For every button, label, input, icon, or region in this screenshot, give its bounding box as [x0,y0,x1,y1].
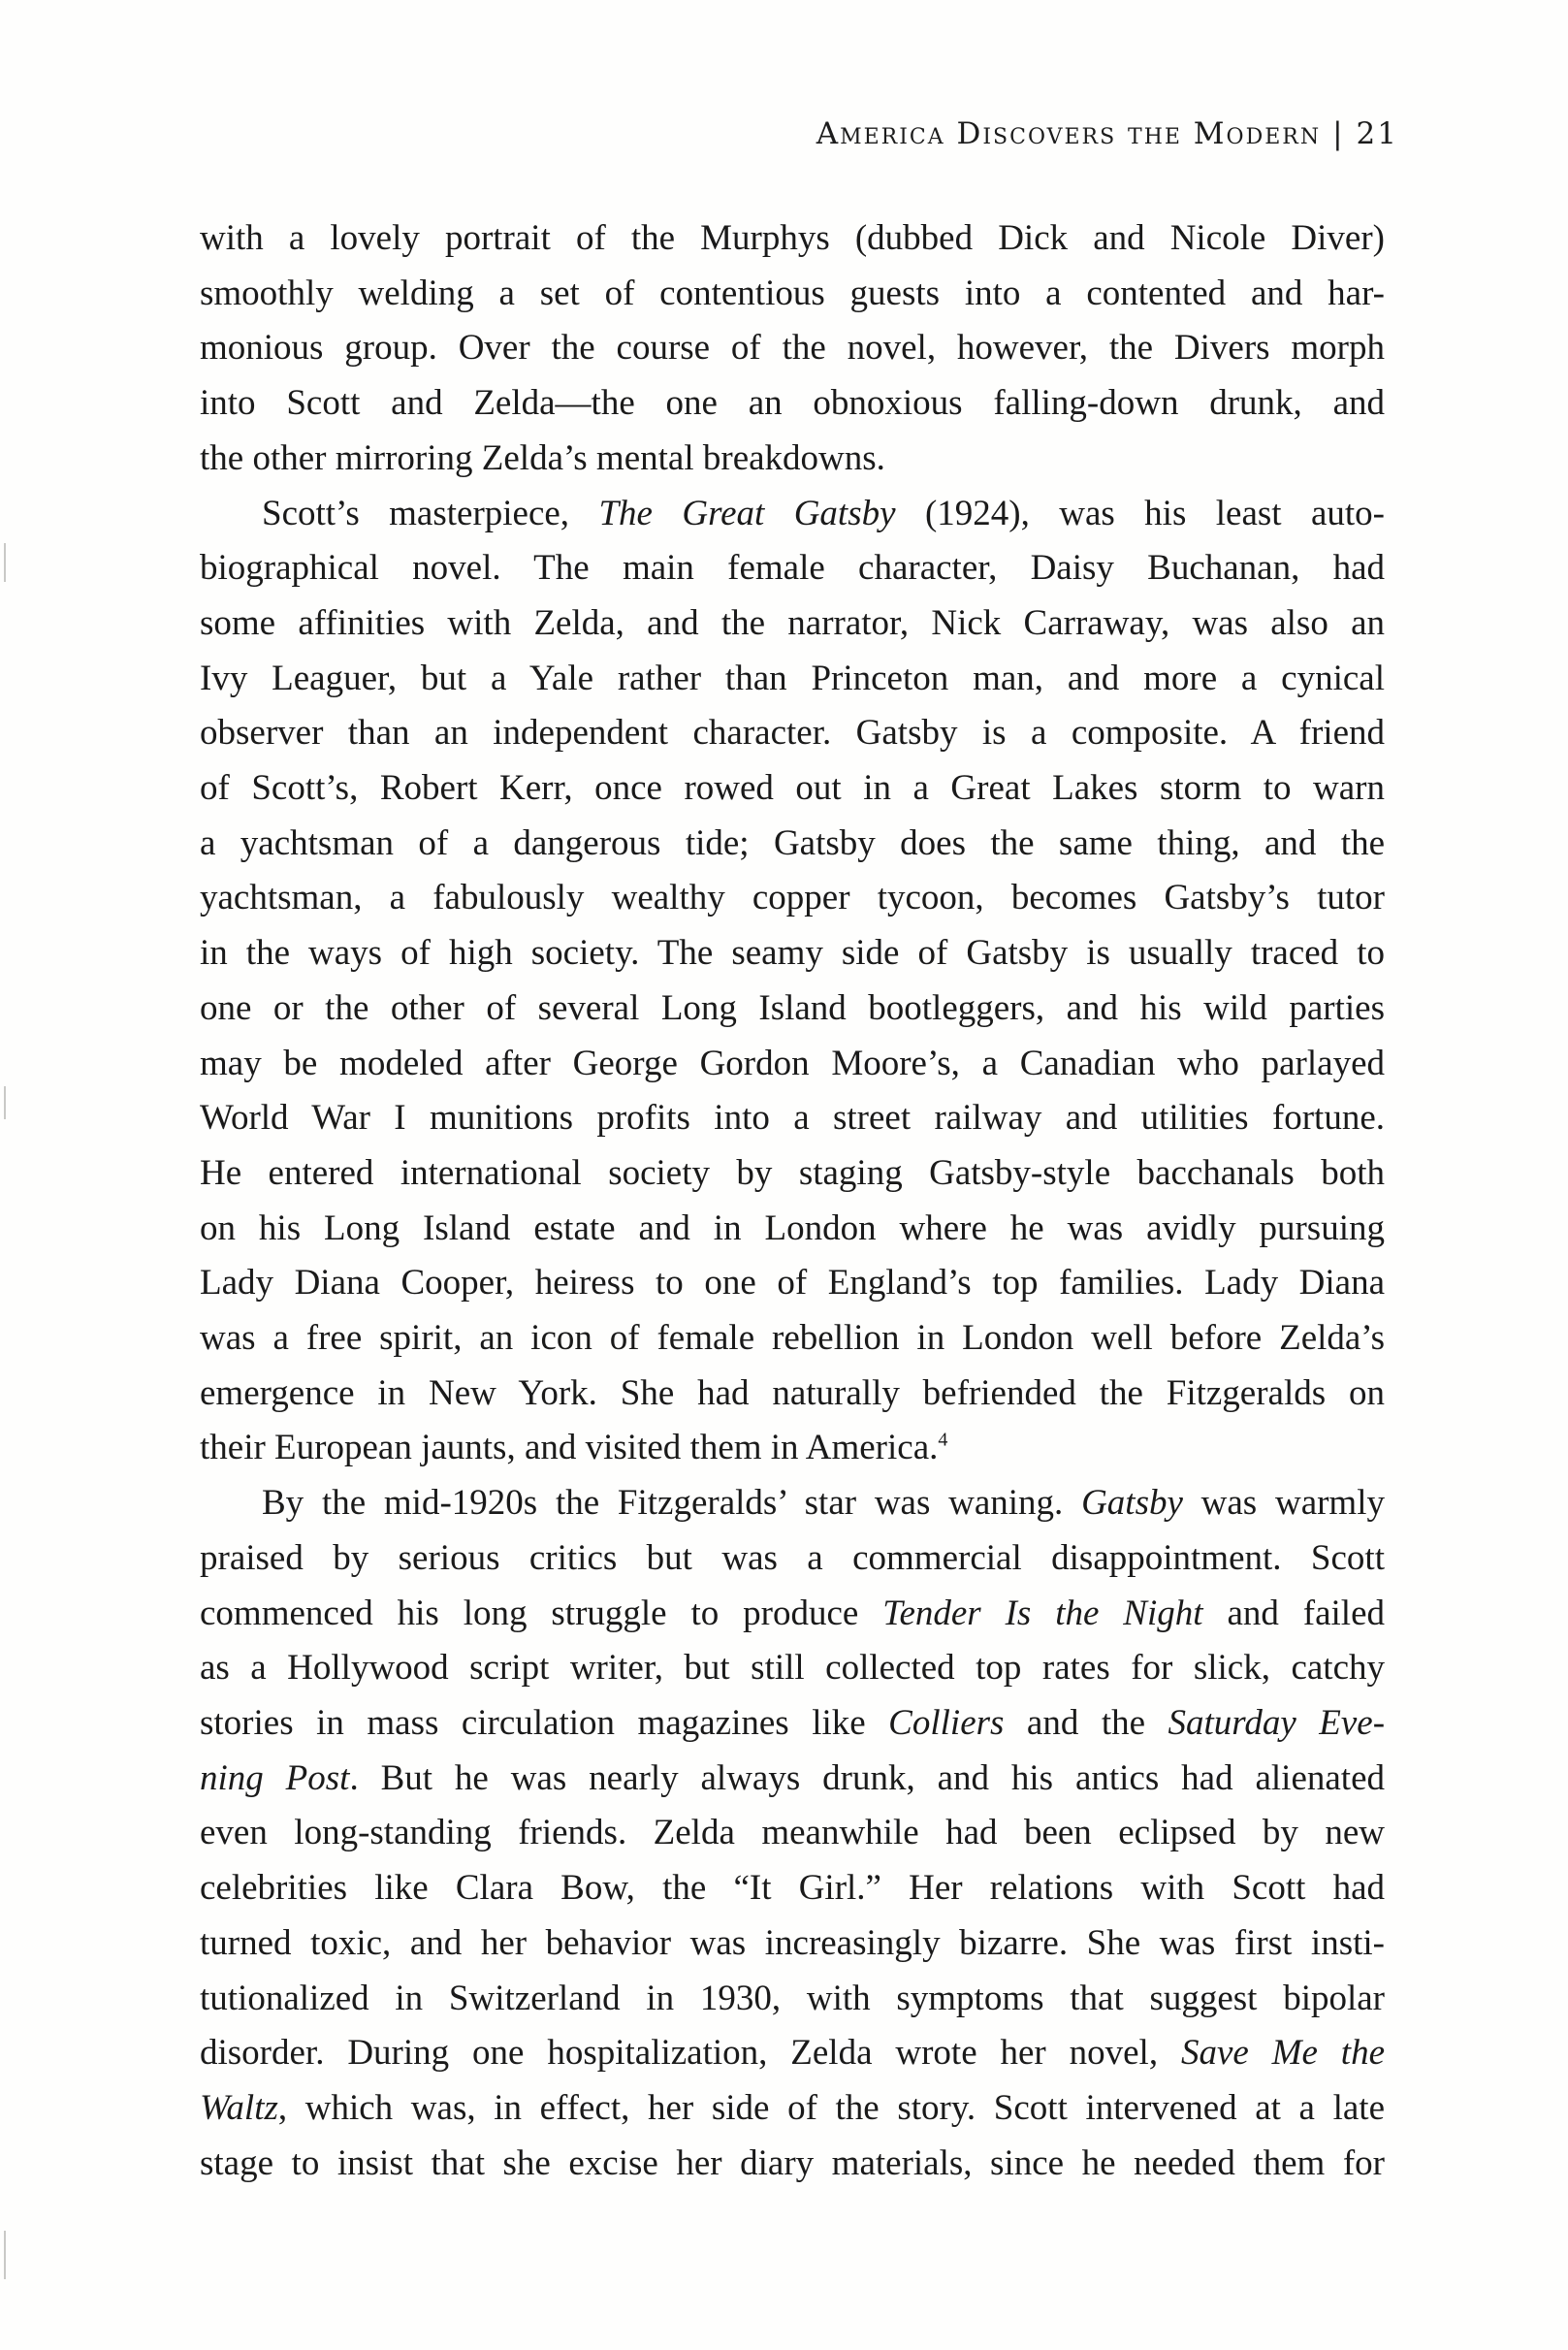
running-head [816,116,1398,151]
text-line: By the mid-1920s the Fitzgeralds’ star was waning. Gatsby was warmly [262,1483,1385,1524]
text-line: their European jaunts, and visited them in America.$^4$ [200,1428,948,1468]
text-line: was a free spirit, an icon of female rebellion in London well before Zelda’s [200,1318,1385,1359]
text-line: in the ways of high society. The seamy side of Gatsby is usually traced to [200,933,1385,974]
paragraph [200,211,1385,487]
text-line: Waltz, which was, in effect, her side of the story. Scott intervened at a late [200,2087,1385,2128]
text-line: celebrities like Clara Bow, the “It Girl.” Her relations with Scott had [200,1868,1385,1909]
body-text [200,211,1385,2191]
book-title: Save Me the [1180,2033,1385,2074]
text-line: smoothly welding a set of contentious guests into a contented and har- [200,273,1385,313]
text-line: turned toxic, and her behavior was increasingly bizarre. She was first insti- [200,1922,1385,1963]
text-line: even long-standing friends. Zelda meanwhile had been eclipsed by new [200,1813,1385,1853]
text-line: the other mirroring Zelda’s mental breakdowns. [200,437,885,478]
running-head-title: America Discovers the Modern [816,116,1322,151]
running-head-separator: | [1332,116,1345,151]
book-title: Tender Is the Night [882,1593,1203,1633]
text-line: biographical novel. The main female character, Daisy Buchanan, had [200,548,1385,589]
text-line: commenced his long struggle to produce Tender Is the Night and failed [200,1593,1386,1633]
text-line: He entered international society by staging Gatsby-style bacchanals both [200,1152,1385,1193]
text-line: some affinities with Zelda, and the narrator, Nick Carraway, was also an [200,602,1385,643]
book-title: Waltz [200,2087,278,2128]
text-line: into Scott and Zelda—the one an obnoxious falling-down drunk, and [200,383,1385,424]
text-line: as a Hollywood script writer, but still collected top rates for slick, catchy [200,1648,1385,1689]
magazine-title: ning Post [200,1757,350,1798]
text-line: one or the other of several Long Island bootleggers, and his wild parties [200,987,1385,1028]
text-line: monious group. Over the course of the novel, however, the Divers morph [200,328,1385,369]
scan-edge-mark [4,1086,6,1119]
text-line: World War I munitions profits into a street railway and utilities fortune. [200,1098,1385,1139]
text-line: emergence in New York. She had naturally befriended the Fitzgeralds on [200,1372,1385,1413]
magazine-title: Saturday Eve- [1168,1702,1386,1743]
text-line: a yachtsman of a dangerous tide; Gatsby does the same thing, and the [200,822,1385,863]
page-number: 21 [1356,116,1398,151]
paragraph [200,487,1385,1477]
magazine-title: Colliers [888,1702,1005,1743]
text-line: observer than an independent character. Gatsby is a composite. A friend [200,713,1385,754]
text-line: Scott’s masterpiece, The Great Gatsby (1924), was his least auto- [262,493,1385,533]
scan-edge-mark [4,543,6,582]
book-title: The Great Gatsby [598,493,896,533]
text-line: Ivy Leaguer, but a Yale rather than Princeton man, and more a cynical [200,658,1385,698]
text-line: stage to insist that she excise her diary materials, since he needed them for [200,2142,1385,2183]
text-line: stories in mass circulation magazines like Colliers and the Saturday Eve- [200,1702,1386,1743]
text-line: may be modeled after George Gordon Moore’s, a Canadian who parlayed [200,1043,1385,1083]
paragraph [200,1476,1385,2191]
scan-edge-mark [4,2231,6,2279]
text-line: ning Post. But he was nearly always drunk, and his antics had alienated [200,1757,1385,1798]
text-line: Lady Diana Cooper, heiress to one of England’s top families. Lady Diana [200,1263,1385,1304]
text-line: yachtsman, a fabulously wealthy copper tycoon, becomes Gatsby’s tutor [200,878,1385,918]
text-line: with a lovely portrait of the Murphys (dubbed Dick and Nicole Diver) [200,218,1385,258]
text-line: disorder. During one hospitalization, Zelda wrote her novel, Save Me the [200,2033,1385,2074]
text-line: on his Long Island estate and in London where he was avidly pursuing [200,1207,1385,1248]
text-line: of Scott’s, Robert Kerr, once rowed out in a Great Lakes storm to warn [200,768,1385,809]
text-line: tutionalized in Switzerland in 1930, with symptoms that suggest bipolar [200,1978,1385,2018]
footnote-marker: 4 [938,1430,948,1452]
text-line: praised by serious critics but was a commercial disappointment. Scott [200,1537,1385,1578]
book-title: Gatsby [1081,1483,1183,1524]
